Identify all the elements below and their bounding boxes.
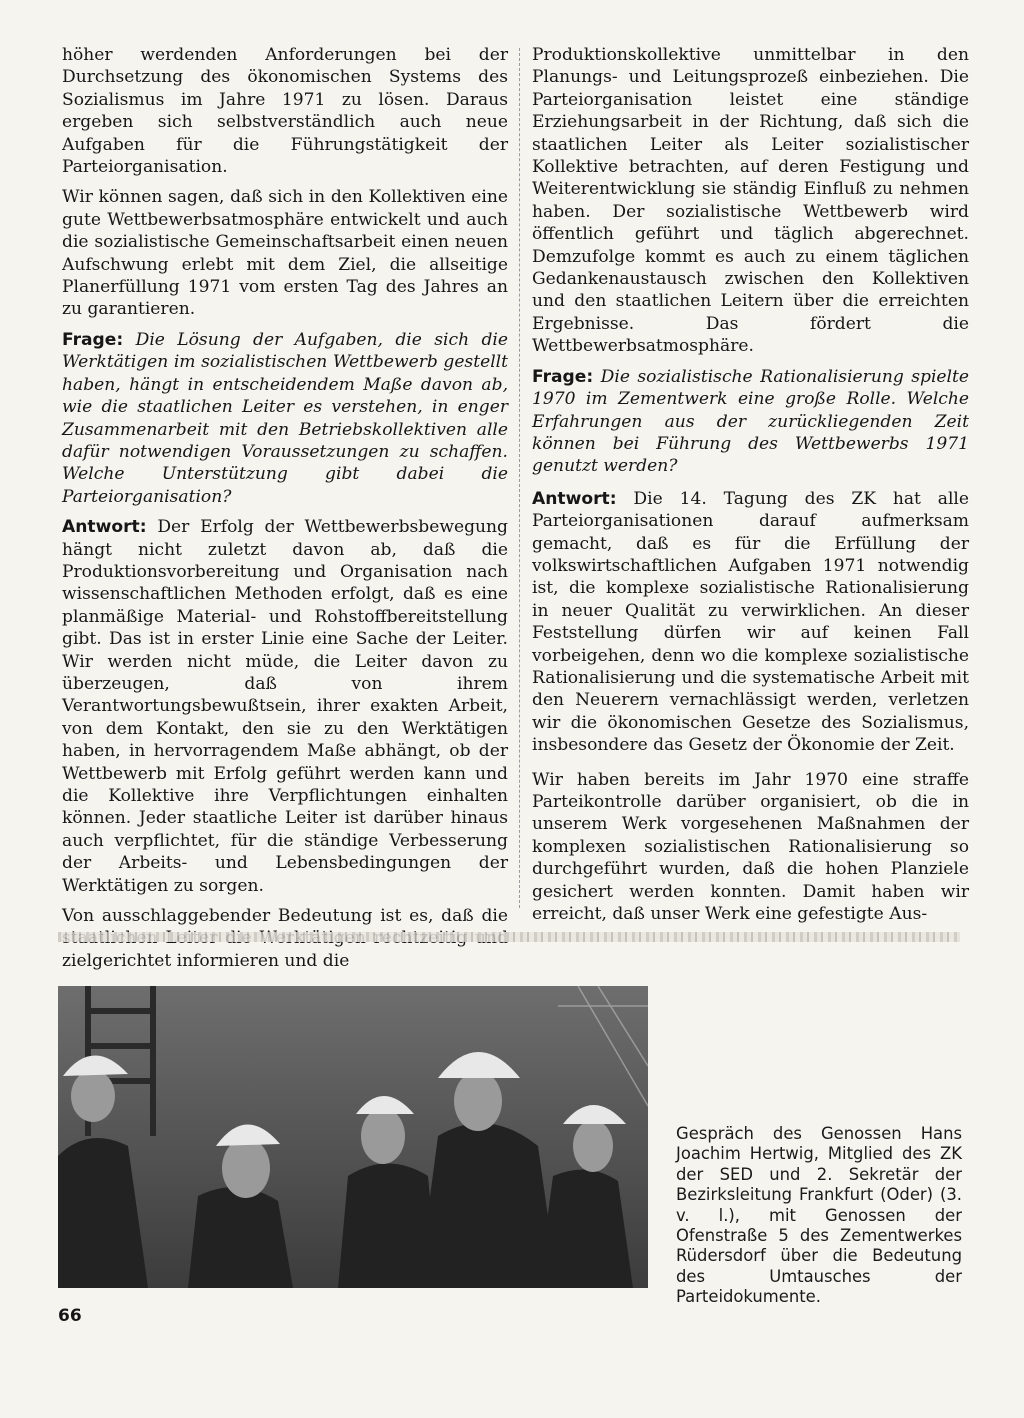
paragraph: Wir können sagen, daß sich in den Kollektiven eine gute Wettbewerbsatmosphäre entwickelt und auch die sozialistische Gemeinschaftsarbeit einen neuen Aufschwung erlebt mit dem Ziel, die allseitige Planerfüllung 1971 vom ersten Tag des Jahres an zu garantieren. xyxy=(62,187,508,320)
decorative-separator xyxy=(58,932,960,942)
question-paragraph xyxy=(62,329,508,508)
question-text: Die sozialistische Rationalisierung spielte 1970 im Zementwerk eine große Rolle. Welche Erfahrungen aus der zurückliegenden Zeit können bei Führung des Wettbewerbs 1971 genutzt werden? xyxy=(532,366,969,477)
page-number: 66 xyxy=(58,1306,82,1326)
answer-label: Antwort: xyxy=(62,517,147,538)
answer-label: Antwort: xyxy=(532,488,617,509)
question-paragraph xyxy=(532,366,969,478)
photo xyxy=(58,986,648,1288)
answer-text: Der Erfolg der Wettbewerbsbewegung hängt nicht zuletzt davon ab, daß die Produktionsvorbereitung und Organisation nach wissenschaftlichen Methoden erfolgt, daß es eine planmäßige Material- und Rohstoffbereitstellung gibt. Das ist in erster Linie eine Sache der Leiter. Wir werden nicht müde, die Leiter davon zu überzeugen, daß von ihrem Verantwortungsbewußtsein, ihrer exakten Arbeit, von dem Kontakt, den sie zu den Werktätigen haben, in hervorragendem Maße abhängt, ob der Wettbewerb mit Erfolg geführt werden kann und die Kollektive ihre Verpflichtungen einhalten können. Jeder staatliche Leiter ist darüber hinaus auch verpflichtet, für die ständige Verbesserung der Arbeits- und Lebensbedingungen der Werktätigen zu sorgen. xyxy=(62,517,508,896)
paragraph: Wir haben bereits im Jahr 1970 eine straffe Parteikontrolle darüber organisiert, ob die in unserem Werk vorgesehenen Maßnahmen der komplexen sozialistischen Rationalisierung so durchgeführt wurden, daß die hohen Planziele gesichert werden konnten. Damit haben wir erreicht, daß unser Werk eine gefestigte Aus- xyxy=(532,769,969,925)
paragraph: höher werdenden Anforderungen bei der Durchsetzung des ökonomischen Systems des Sozialismus im Jahre 1971 zu lösen. Daraus ergeben sich selbstverständlich auch neue Aufgaben für die Führungstätigkeit der Parteiorganisation. xyxy=(62,45,508,178)
question-label: Frage: xyxy=(532,366,594,387)
photo-illustration xyxy=(58,986,648,1288)
question-label: Frage: xyxy=(62,329,124,350)
column-divider xyxy=(519,48,521,908)
photo-caption: Gespräch des Genossen Hans Joachim Hertwig, Mitglied des ZK der SED und 2. Sekretär der Bezirksleitung Frankfurt (Oder) (3. v. l.), mit Genossen der Ofenstraße 5 des Zementwerkes Rüdersdorf über die Bedeutung des Umtausches der Parteidokumente. xyxy=(676,1124,962,1307)
left-column xyxy=(62,44,508,980)
right-column xyxy=(532,44,969,933)
paragraph: Von ausschlaggebender Bedeutung ist es, daß die zielgerichtet informieren und die xyxy=(62,906,508,971)
answer-text: Die 14. Tagung des ZK hat alle Parteiorganisationen darauf aufmerksam gemacht, daß es für die Erfüllung der volkswirtschaftlichen Aufgaben 1971 notwendig ist, die komplexe sozialistische Rationalisierung in neuer Qualität zu verwirklichen. An dieser Feststellung dürfen wir auf keinen Fall vorbeigehen, denn wo die komplexe sozialistische Rationalisierung und die systematische Arbeit mit den Neuerern vernachlässigt werden, verletzen wir die ökonomischen Gesetze des Sozialismus, insbesondere das Gesetz der Ökonomie der Zeit. xyxy=(532,488,970,756)
answer-paragraph xyxy=(62,516,508,897)
answer-paragraph xyxy=(532,488,969,757)
question-text: Die Lösung der Aufgaben, die sich die Werktätigen im sozialistischen Wettbewerb gestellt haben, hängt in entscheidendem Maße davon ab, wie die staatlichen Leiter es verstehen, in enger Zusammenarbeit mit den Betriebskollektiven alle dafür notwendigen Voraussetzungen zu schaffen. Welche Unterstützung gibt dabei die Parteiorganisation? xyxy=(62,329,508,507)
paragraph: Produktionskollektive unmittelbar in den Planungs- und Leitungsprozeß einbeziehen. Die Parteiorganisation leistet eine ständige Erziehungsarbeit in der Richtung, daß sich die staatlichen Leiter als Leiter sozialistischer Kollektive betrachten, auf deren Festigung und Weiterentwicklung sie ständig Einfluß zu nehmen haben. Der sozialistische Wettbewerb wird öffentlich geführt und täglich abgerechnet. Demzufolge kommt es auch zu einem täglichen Gedankenaustausch zwischen den Kollektiven und den staatlichen Leitern über die erreichten Ergebnisse. Das fördert die Wettbewerbsatmosphäre. xyxy=(532,45,969,357)
